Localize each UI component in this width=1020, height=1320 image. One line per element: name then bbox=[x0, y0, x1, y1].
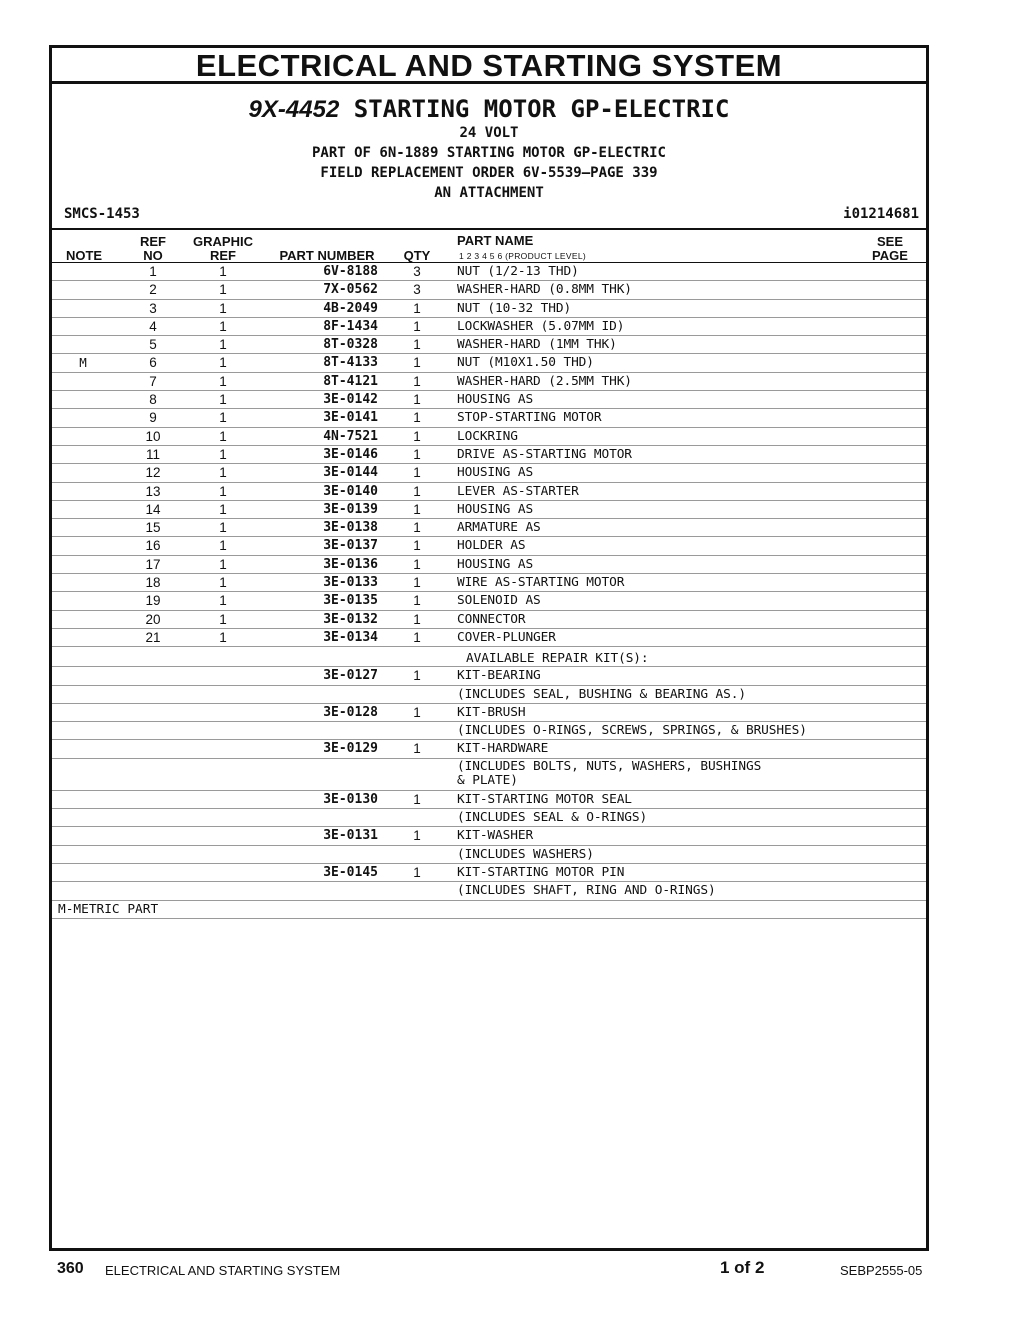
kit-row bbox=[52, 704, 926, 722]
qty-cell: 1 bbox=[413, 575, 421, 591]
graphic-ref-cell: 1 bbox=[219, 593, 227, 609]
kit-name-cell: KIT-HARDWARE bbox=[457, 741, 549, 757]
part-number-cell: 3E-0140 bbox=[323, 483, 378, 499]
qty-cell: 1 bbox=[413, 465, 421, 481]
table-row bbox=[52, 428, 926, 446]
group-heading bbox=[52, 95, 926, 203]
table-row bbox=[52, 336, 926, 354]
kit-part-number-cell: 3E-0130 bbox=[323, 791, 378, 807]
part-number-cell: 8T-4133 bbox=[323, 355, 378, 371]
part-name-cell: HOUSING AS bbox=[457, 392, 534, 408]
kits-heading-row bbox=[52, 647, 926, 667]
qty-cell: 1 bbox=[413, 593, 421, 609]
qty-cell: 1 bbox=[413, 538, 421, 554]
qty-cell: 1 bbox=[413, 318, 421, 334]
qty-cell: 3 bbox=[413, 282, 421, 298]
group-part-of: PART OF 6N-1889 STARTING MOTOR GP-ELECTRIC bbox=[311, 145, 666, 161]
kit-includes-cell: (INCLUDES SEAL, BUSHING & BEARING AS.) bbox=[457, 686, 746, 702]
kit-includes-cell: (INCLUDES BOLTS, NUTS, WASHERS, BUSHINGS & PLATE) bbox=[457, 758, 762, 788]
table-row bbox=[52, 263, 926, 281]
table-row bbox=[52, 464, 926, 482]
kit-includes-cell: (INCLUDES O-RINGS, SCREWS, SPRINGS, & BRUSHES) bbox=[457, 723, 807, 739]
footer-sheet: 1 of 2 bbox=[720, 1258, 765, 1277]
header-graphic-ref bbox=[186, 235, 260, 263]
graphic-ref-cell: 1 bbox=[219, 282, 227, 298]
qty-cell: 1 bbox=[413, 556, 421, 572]
graphic-ref-cell: 1 bbox=[219, 465, 227, 481]
part-number-cell: 3E-0141 bbox=[323, 410, 378, 426]
kit-row bbox=[52, 667, 926, 685]
part-number-cell: 3E-0138 bbox=[323, 520, 378, 536]
ref-no-cell: 20 bbox=[145, 611, 161, 627]
table-row bbox=[52, 300, 926, 318]
kit-part-number-cell: 3E-0131 bbox=[323, 828, 378, 844]
part-name-cell: NUT (10-32 THD) bbox=[457, 300, 572, 316]
part-name-cell: DRIVE AS-STARTING MOTOR bbox=[457, 446, 632, 462]
kit-name-cell: KIT-WASHER bbox=[457, 828, 534, 844]
part-number-cell: 4B-2049 bbox=[323, 300, 378, 316]
kit-qty-cell: 1 bbox=[413, 864, 421, 880]
header-ref-no bbox=[130, 235, 176, 263]
part-name-cell: HOUSING AS bbox=[457, 465, 534, 481]
kit-includes-cell: (INCLUDES SHAFT, RING AND O-RINGS) bbox=[457, 883, 716, 899]
graphic-ref-cell: 1 bbox=[219, 629, 227, 645]
kit-qty-cell: 1 bbox=[413, 668, 421, 684]
part-number-cell: 3E-0133 bbox=[323, 575, 378, 591]
header-ref-top: REF bbox=[140, 234, 166, 249]
ref-no-cell: 9 bbox=[149, 410, 157, 426]
ref-no-cell: 4 bbox=[149, 318, 157, 334]
header-see-bottom: PAGE bbox=[872, 248, 908, 263]
table-row bbox=[52, 592, 926, 610]
graphic-ref-cell: 1 bbox=[219, 428, 227, 444]
illustration-id: i01214681 bbox=[843, 206, 919, 222]
table-row bbox=[52, 574, 926, 592]
footnote-row bbox=[52, 901, 926, 919]
footer-document: SEBP2555-05 bbox=[840, 1263, 923, 1278]
ref-no-cell: 21 bbox=[145, 629, 161, 645]
table-row bbox=[52, 556, 926, 574]
kit-name-cell: KIT-STARTING MOTOR SEAL bbox=[457, 791, 632, 807]
group-name: STARTING MOTOR GP-ELECTRIC bbox=[353, 95, 730, 123]
kit-qty-cell: 1 bbox=[413, 791, 421, 807]
part-number-cell: 7X-0562 bbox=[323, 282, 378, 298]
qty-cell: 1 bbox=[413, 392, 421, 408]
ref-no-cell: 11 bbox=[145, 446, 160, 462]
kit-includes-cell: (INCLUDES SEAL & O-RINGS) bbox=[457, 810, 648, 826]
ref-no-cell: 6 bbox=[149, 355, 157, 371]
kit-part-number-cell: 3E-0145 bbox=[323, 864, 378, 880]
table-row bbox=[52, 483, 926, 501]
header-ref-bottom: NO bbox=[143, 248, 163, 263]
graphic-ref-cell: 1 bbox=[219, 483, 227, 499]
qty-cell: 1 bbox=[413, 428, 421, 444]
table-row bbox=[52, 391, 926, 409]
part-number-cell: 3E-0134 bbox=[323, 629, 378, 645]
kit-qty-cell: 1 bbox=[413, 704, 421, 720]
kit-qty-cell: 1 bbox=[413, 741, 421, 757]
kit-includes-row bbox=[52, 809, 926, 827]
graphic-ref-cell: 1 bbox=[219, 373, 227, 389]
part-number-cell: 3E-0142 bbox=[323, 392, 378, 408]
header-see-page bbox=[868, 235, 912, 263]
graphic-ref-cell: 1 bbox=[219, 410, 227, 426]
header-product-levels: 1 2 3 4 5 6 (PRODUCT LEVEL) bbox=[459, 251, 586, 261]
part-name-cell: NUT (M10X1.50 THD) bbox=[457, 355, 594, 371]
table-row bbox=[52, 519, 926, 537]
qty-cell: 1 bbox=[413, 410, 421, 426]
ref-no-cell: 7 bbox=[149, 373, 157, 389]
table-row bbox=[52, 446, 926, 464]
part-number-cell: 3E-0136 bbox=[323, 556, 378, 572]
part-number-cell: 8F-1434 bbox=[323, 318, 378, 334]
table-row bbox=[52, 537, 926, 555]
part-name-cell: STOP-STARTING MOTOR bbox=[457, 410, 602, 426]
part-name-cell: WASHER-HARD (1MM THK) bbox=[457, 337, 617, 353]
header-part-number: PART NUMBER bbox=[279, 248, 375, 263]
ref-no-cell: 1 bbox=[149, 264, 157, 279]
table-row bbox=[52, 281, 926, 299]
part-name-cell: LOCKRING bbox=[457, 428, 518, 444]
part-name-cell: SOLENOID AS bbox=[457, 593, 541, 609]
part-number-cell: 3E-0144 bbox=[323, 465, 378, 481]
part-name-cell: WASHER-HARD (2.5MM THK) bbox=[457, 373, 632, 389]
graphic-ref-cell: 1 bbox=[219, 520, 227, 536]
kit-part-number-cell: 3E-0128 bbox=[323, 704, 378, 720]
part-number-cell: 8T-4121 bbox=[323, 373, 378, 389]
qty-cell: 1 bbox=[413, 520, 421, 536]
ref-no-cell: 16 bbox=[145, 538, 161, 554]
kit-row bbox=[52, 791, 926, 809]
graphic-ref-cell: 1 bbox=[219, 575, 227, 591]
page-frame bbox=[49, 45, 929, 1251]
header-qty: QTY bbox=[403, 248, 431, 263]
part-number-cell: 6V-8188 bbox=[323, 264, 378, 279]
ref-no-cell: 12 bbox=[145, 465, 161, 481]
ref-no-cell: 15 bbox=[145, 520, 161, 536]
part-number-cell: 3E-0139 bbox=[323, 501, 378, 517]
ref-no-cell: 5 bbox=[149, 337, 157, 353]
qty-cell: 1 bbox=[413, 611, 421, 627]
part-name-cell: WASHER-HARD (0.8MM THK) bbox=[457, 282, 632, 298]
ref-no-cell: 18 bbox=[145, 575, 161, 591]
header-see-top: SEE bbox=[876, 234, 903, 249]
part-name-cell: ARMATURE AS bbox=[457, 520, 541, 536]
qty-cell: 1 bbox=[413, 629, 421, 645]
kit-includes-row bbox=[52, 759, 926, 791]
kit-includes-row bbox=[52, 846, 926, 864]
graphic-ref-cell: 1 bbox=[219, 556, 227, 572]
part-name-cell: COVER-PLUNGER bbox=[457, 629, 556, 645]
kit-includes-cell: (INCLUDES WASHERS) bbox=[457, 846, 594, 862]
ref-no-cell: 8 bbox=[149, 392, 157, 408]
graphic-ref-cell: 1 bbox=[219, 501, 227, 517]
qty-cell: 1 bbox=[413, 446, 421, 462]
ref-no-cell: 19 bbox=[145, 593, 161, 609]
part-name-cell: HOUSING AS bbox=[457, 501, 534, 517]
graphic-ref-cell: 1 bbox=[219, 538, 227, 554]
header-note: NOTE bbox=[65, 248, 103, 263]
group-number: 9X-4452 bbox=[248, 96, 340, 123]
note-cell: M bbox=[79, 355, 87, 371]
kit-part-number-cell: 3E-0127 bbox=[323, 668, 378, 684]
qty-cell: 1 bbox=[413, 483, 421, 499]
header-graphic-bottom: REF bbox=[210, 248, 236, 263]
part-number-cell: 4N-7521 bbox=[323, 428, 378, 444]
part-name-cell: WIRE AS-STARTING MOTOR bbox=[457, 575, 625, 591]
column-header bbox=[52, 228, 926, 263]
part-number-cell: 3E-0146 bbox=[323, 446, 378, 462]
ref-no-cell: 10 bbox=[145, 428, 161, 444]
part-name-cell: HOLDER AS bbox=[457, 538, 526, 554]
graphic-ref-cell: 1 bbox=[219, 611, 227, 627]
graphic-ref-cell: 1 bbox=[219, 337, 227, 353]
graphic-ref-cell: 1 bbox=[219, 355, 227, 371]
group-field-replacement: FIELD REPLACEMENT ORDER 6V-5539—PAGE 339 bbox=[320, 165, 658, 181]
parts-table bbox=[52, 263, 926, 919]
kit-name-cell: KIT-BRUSH bbox=[457, 704, 526, 720]
part-number-cell: 3E-0137 bbox=[323, 538, 378, 554]
table-row bbox=[52, 501, 926, 519]
graphic-ref-cell: 1 bbox=[219, 264, 227, 279]
qty-cell: 1 bbox=[413, 373, 421, 389]
part-name-cell: LOCKWASHER (5.07MM ID) bbox=[457, 318, 625, 334]
qty-cell: 1 bbox=[413, 300, 421, 316]
footer-page-number: 360 bbox=[57, 1260, 84, 1277]
part-name-cell: NUT (1/2-13 THD) bbox=[457, 264, 579, 279]
table-row bbox=[52, 611, 926, 629]
kit-part-number-cell: 3E-0129 bbox=[323, 741, 378, 757]
part-name-cell: LEVER AS-STARTER bbox=[457, 483, 579, 499]
kit-row bbox=[52, 864, 926, 882]
part-number-cell: 3E-0132 bbox=[323, 611, 378, 627]
ref-no-cell: 2 bbox=[149, 282, 157, 298]
smcs-code: SMCS-1453 bbox=[64, 206, 140, 222]
kit-name-cell: KIT-BEARING bbox=[457, 668, 541, 684]
group-title bbox=[52, 95, 926, 123]
kit-includes-row bbox=[52, 686, 926, 704]
qty-cell: 1 bbox=[413, 355, 421, 371]
table-row bbox=[52, 318, 926, 336]
kit-name-cell: KIT-STARTING MOTOR PIN bbox=[457, 864, 625, 880]
metric-footnote: M-METRIC PART bbox=[58, 901, 159, 917]
page-footer bbox=[0, 1258, 1020, 1282]
table-row bbox=[52, 409, 926, 427]
kit-qty-cell: 1 bbox=[413, 828, 421, 844]
table-row bbox=[52, 629, 926, 647]
kits-heading: AVAILABLE REPAIR KIT(S): bbox=[466, 651, 649, 667]
group-attachment: AN ATTACHMENT bbox=[434, 185, 544, 201]
qty-cell: 3 bbox=[413, 264, 421, 279]
ref-no-cell: 17 bbox=[145, 556, 161, 572]
kit-row bbox=[52, 740, 926, 758]
graphic-ref-cell: 1 bbox=[219, 446, 227, 462]
table-row bbox=[52, 354, 926, 372]
ref-no-cell: 14 bbox=[145, 501, 161, 517]
ref-no-cell: 13 bbox=[145, 483, 161, 499]
group-voltage: 24 VOLT bbox=[459, 125, 519, 141]
qty-cell: 1 bbox=[413, 337, 421, 353]
part-number-cell: 3E-0135 bbox=[323, 593, 378, 609]
qty-cell: 1 bbox=[413, 501, 421, 517]
footer-section: ELECTRICAL AND STARTING SYSTEM bbox=[105, 1263, 341, 1278]
kit-row bbox=[52, 827, 926, 845]
header-graphic-top: GRAPHIC bbox=[193, 234, 253, 249]
section-title: ELECTRICAL AND STARTING SYSTEM bbox=[52, 48, 926, 84]
kit-includes-row bbox=[52, 722, 926, 740]
table-row bbox=[52, 373, 926, 391]
kit-includes-row bbox=[52, 882, 926, 900]
part-name-cell: HOUSING AS bbox=[457, 556, 534, 572]
graphic-ref-cell: 1 bbox=[219, 318, 227, 334]
part-name-cell: CONNECTOR bbox=[457, 611, 526, 627]
part-number-cell: 8T-0328 bbox=[323, 337, 378, 353]
graphic-ref-cell: 1 bbox=[219, 300, 227, 316]
graphic-ref-cell: 1 bbox=[219, 392, 227, 408]
ref-no-cell: 3 bbox=[149, 300, 157, 316]
header-part-name: PART NAME bbox=[457, 233, 534, 248]
